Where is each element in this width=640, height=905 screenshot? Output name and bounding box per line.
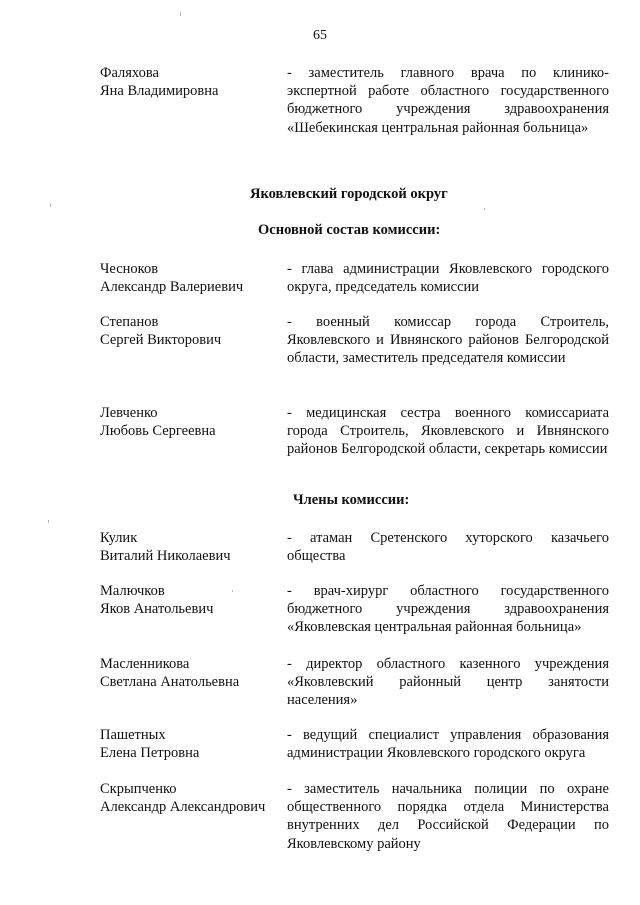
member-given-names: Светлана Анатольевна [100,674,240,691]
main-composition-heading: Основной состав комиссии: [258,222,441,238]
scan-speck [50,204,51,207]
member-given-names: Виталий Николаевич [100,548,231,565]
page-number: 65 [313,28,327,43]
member-role: - медицинская сестра военного комиссариата города Строитель, Яковлевского и Ивнянского районов Белгородской области, секретарь комиссии [287,405,609,458]
member-name [100,64,285,100]
member-surname: Степанов [100,314,159,330]
member-surname: Скрыпченко [100,781,177,797]
member-surname: Фаляхова [100,65,159,81]
scan-speck [232,590,233,592]
member-role: - глава администрации Яковлевского городского округа, председатель комиссии [287,261,609,296]
members-heading: Члены комиссии: [293,492,410,508]
member-surname: Левченко [100,405,158,421]
member-surname: Чесноков [100,261,159,277]
member-role: - заместитель главного врача по клинико-экспертной работе областного государственного бюджетного учреждения здравоохранения «Шебекинская центральная районная больница» [287,65,609,136]
member-role: - ведущий специалист управления образования администрации Яковлевского городского округа [287,727,609,762]
scan-speck [484,208,485,210]
member-name [100,260,285,296]
member-given-names: Яков Анатольевич [100,601,214,618]
member-role: - директор областного казенного учреждения «Яковлевский районный центр занятости населения» [287,656,609,709]
member-surname: Масленникова [100,656,190,672]
member-name [100,726,285,762]
member-name [100,529,285,565]
member-role: - заместитель начальника полиции по охране общественного порядка отдела Министерства внутренних дел Российской Федерации по Яковлевскому району [287,781,609,852]
member-surname: Кулик [100,530,138,546]
member-surname: Пашетных [100,727,166,743]
member-surname: Малючков [100,583,165,599]
member-name [100,582,285,618]
member-given-names: Александр Валериевич [100,279,244,296]
member-given-names: Александр Александрович [100,799,266,816]
member-name [100,313,285,349]
district-heading: Яковлевский городской округ [250,186,448,202]
member-name [100,655,285,691]
scan-speck [180,12,181,16]
member-role: - врач-хирург областного государственного бюджетного учреждения здравоохранения «Яковлевская центральная районная больница» [287,583,609,636]
member-role: - атаман Сретенского хуторского казачьего общества [287,530,609,565]
member-given-names: Сергей Викторович [100,332,222,349]
member-name [100,404,285,440]
member-role: - военный комиссар города Строитель, Яковлевского и Ивнянского районов Белгородской области, заместитель председателя комиссии [287,314,609,367]
member-given-names: Елена Петровна [100,745,200,762]
member-name [100,780,285,816]
scan-speck [48,520,49,523]
member-given-names: Любовь Сергеевна [100,423,216,440]
member-given-names: Яна Владимировна [100,83,219,100]
